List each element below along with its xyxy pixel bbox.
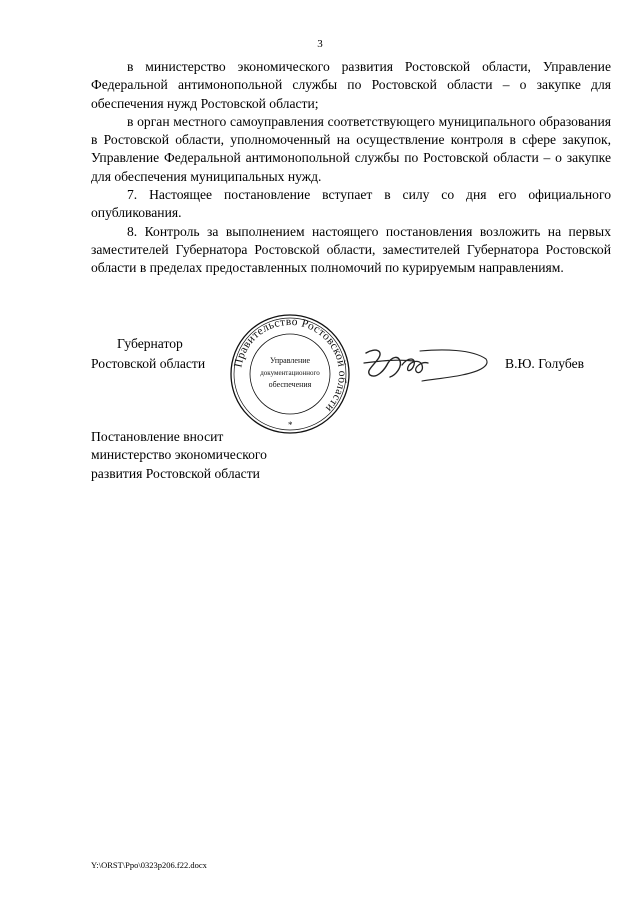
paragraph-effective-date: 7. Настоящее постановление вступает в силу со дня его официального опубликования.	[91, 187, 611, 221]
seal-star-icon: *	[288, 420, 293, 430]
signatory-title: Губернатор	[117, 336, 183, 351]
seal-outer-text: Правительство Ростовской области	[232, 315, 349, 415]
paragraph-municipal-notice: в орган местного самоуправления соответствующего муниципального образования в Ростовской области, уполномоченный на осуществление контроля в сфере закупок, Управление Федеральной антимонопольной службы по Ростовской области – о закупке для обеспечения муниципальных нужд.	[91, 113, 611, 184]
seal-inner-line: документационного	[260, 369, 320, 377]
file-path-footer: Y:\ORST\Ppo\0323p206.f22.docx	[91, 860, 207, 870]
seal-inner-line: Управление	[269, 356, 311, 365]
signatory-region: Ростовской области	[91, 356, 206, 371]
handwritten-signature	[362, 345, 492, 387]
submitted-by-line: развития Ростовской области	[91, 465, 260, 481]
submitted-by	[91, 428, 267, 483]
page-number: 3	[317, 38, 323, 50]
paragraph-control: 8. Контроль за выполнением настоящего постановления возложить на первых заместителей Губернатора Ростовской области, заместителей Губернатора Ростовской области в пределах предоставленных полномочий по курируемым направлениям.	[91, 223, 611, 276]
seal-inner-line: обеспечения	[268, 380, 312, 389]
submitted-by-line: Постановление вносит	[91, 429, 224, 444]
signatory-name: В.Ю. Голубев	[505, 356, 585, 371]
paragraph-ministry-notice: в министерство экономического развития Ростовской области, Управление Федеральной антимонопольной службы по Ростовской области – о закупке для обеспечения нужд Ростовской области;	[91, 59, 611, 111]
official-seal	[229, 313, 351, 435]
submitted-by-line: министерство экономического	[91, 447, 267, 463]
